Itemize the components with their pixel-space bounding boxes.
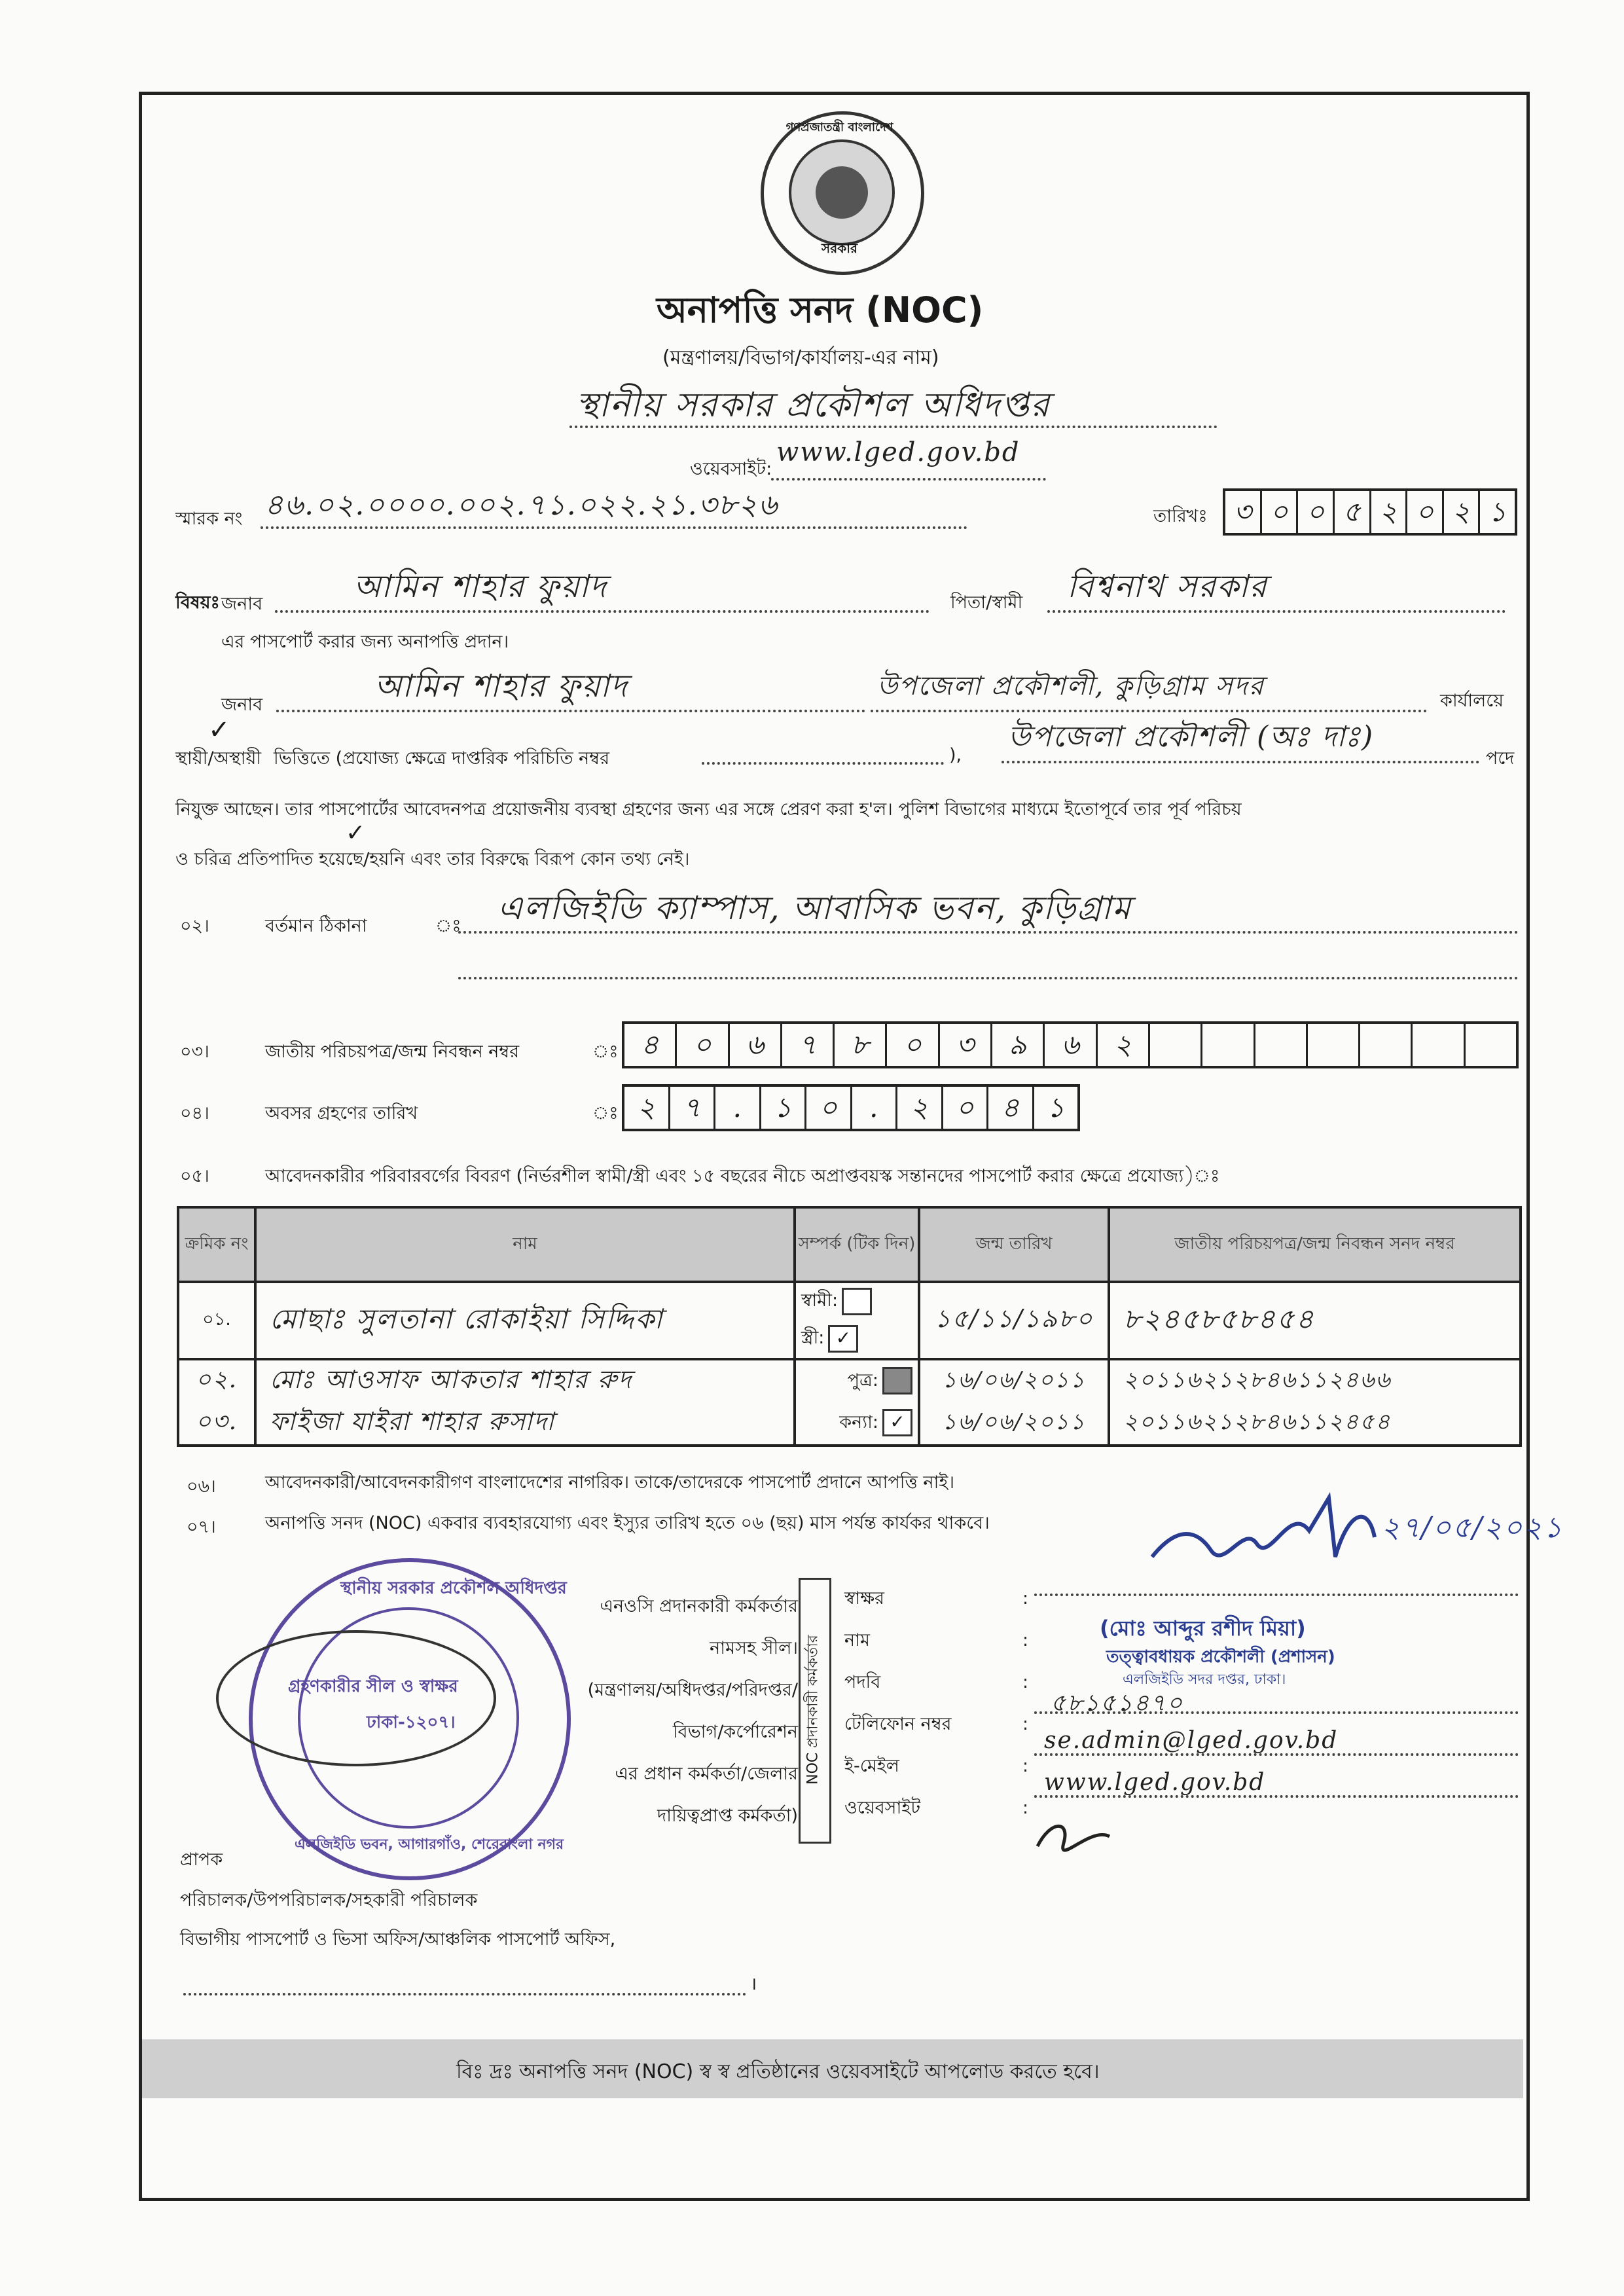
date-digit: ৩ [1225, 491, 1262, 533]
date-label: তারিখঃ [1153, 506, 1208, 526]
nid-digit: ৪ [624, 1024, 677, 1066]
body-name: আমিন শাহার ফুয়াদ [374, 668, 628, 704]
subject-name: আমিন শাহার ফুয়াদ [353, 568, 607, 605]
website-value: www.lged.gov.bd [776, 437, 1020, 467]
col-serial: ক্রমিক নং [178, 1207, 255, 1282]
issuer-description [510, 1586, 798, 1837]
retire-digit: ২ [624, 1087, 670, 1129]
colon: : [1022, 1630, 1029, 1650]
issuer-desc-line: এনওসি প্রদানকারী কর্মকর্তার [600, 1596, 798, 1616]
subject-label: বিষয়ঃ [175, 592, 220, 613]
colon: : [1022, 1756, 1029, 1776]
vertical-caption-box [799, 1578, 831, 1844]
date-digit: ২ [1444, 491, 1481, 533]
nid-digit: ৩ [940, 1024, 992, 1066]
post-line [1001, 714, 1479, 763]
row-id: ২০১১৬২১২৮৪৬১১২৪৫৪ [1109, 1402, 1521, 1446]
col-relation: সম্পর্ক (টিক দিন) [795, 1207, 919, 1282]
retire-digit: ০ [806, 1087, 852, 1129]
row-dob: ১৫/১১/১৯৮০ [919, 1282, 1109, 1359]
perm-close: ), [949, 745, 962, 765]
row-id: ২০১১৬২১২৮৪৬১১২৪৬৬ [1109, 1359, 1521, 1402]
checkmark-icon: ✓ [208, 715, 230, 745]
item06-num: ০৬। [187, 1476, 216, 1497]
ref-label: স্মারক নং [175, 509, 243, 529]
nid-boxes [622, 1021, 1519, 1068]
father-name-line [1047, 563, 1506, 613]
field-label-website: ওয়েবসাইট [844, 1798, 921, 1818]
stamp-inner-text: গ্রহণকারীর সীল ও স্বাক্ষর [288, 1677, 458, 1696]
office-name: স্থানীয় সরকার প্রকৌশল অধিদপ্তর [576, 386, 1051, 425]
nid-digit [1466, 1024, 1516, 1066]
website-line [771, 436, 1046, 481]
body-mr-label: জনাব [221, 695, 263, 715]
seal-top-text: গণপ্রজাতন্ত্রী বাংলাদেশ [785, 120, 893, 134]
item03-label: জাতীয় পরিচয়পত্র/জন্ম নিবন্ধন নম্বর [265, 1042, 520, 1062]
row-relation [795, 1359, 919, 1402]
document-title: অনাপত্তি সনদ (NOC) [657, 289, 984, 331]
recipient-line3-end: । [750, 1974, 757, 1994]
perm-label: স্থায়ী/অস্থায়ী [175, 748, 262, 769]
office-name-line [569, 378, 1218, 428]
nid-digit: ০ [887, 1024, 939, 1066]
row-serial: ০১. [178, 1282, 255, 1359]
website-label: ওয়েবসাইট: [690, 459, 772, 479]
retire-digit: ১ [761, 1087, 807, 1129]
issuer-desc-line: বিভাগ/কর্পোরেশন [672, 1722, 798, 1742]
relation-label: স্ত্রী: [801, 1328, 825, 1348]
father-label: পিতা/স্বামী [950, 592, 1023, 613]
address-line-2 [458, 951, 1519, 979]
colon: : [1022, 1798, 1029, 1818]
stamp-bottom-text: এলজিইডি ভবন, আগারগাঁও, শেরেবাংলা নগর [295, 1836, 564, 1853]
recipient-line1: পরিচালক/উপপরিচালক/সহকারী পরিচালক [180, 1890, 478, 1910]
address-value: এলজিইডি ক্যাম্পাস, আবাসিক ভবন, কুড়িগ্রাম [497, 889, 1132, 927]
date-boxes [1223, 488, 1517, 536]
colon: : [1022, 1588, 1029, 1609]
issuer-desc-line: নামসহ সীল। [710, 1638, 798, 1658]
item04-colon: ঃ [592, 1103, 619, 1123]
issuer-field-labels [844, 1578, 952, 1829]
issuer-email: se.admin@lged.gov.bd [1044, 1727, 1339, 1754]
signature-field-line [1034, 1592, 1519, 1596]
field-label-designation: পদবি [844, 1672, 881, 1692]
item05-label: আবেদনকারীর পরিবারবর্গের বিবরণ (নির্ভরশীল স্বামী/স্ত্রী এবং ১৫ বছরের নীচে অপ্রাপ্তবয়স্ক সন্তানদের পাসপোর্ট করার ক্ষেত্রে প্রযোজ্য)ঃ [265, 1166, 1220, 1186]
item07-num: ০৭। [187, 1517, 216, 1537]
nid-digit [1150, 1024, 1202, 1066]
address-line [458, 884, 1519, 934]
perm-text: ভিত্তিতে (প্রযোজ্য ক্ষেত্রে দাপ্তরিক পরিচিতি নম্বর [274, 748, 610, 769]
recipient-office-line [183, 1971, 746, 1995]
signature-date: ২৭/০৫/২০২১ [1381, 1511, 1564, 1544]
seal-emblem [789, 139, 895, 246]
colon: : [1022, 1672, 1029, 1692]
date-digit: ০ [1298, 491, 1335, 533]
field-label-phone: টেলিফোন নম্বর [844, 1714, 952, 1734]
issuer-phone: ৫৮১৫১৪৭০ [1051, 1690, 1183, 1717]
issuer-designation-line2: এলজিইডি সদর দপ্তর, ঢাকা। [1123, 1671, 1286, 1688]
field-label-signature: স্বাক্ষর [844, 1588, 884, 1609]
retire-digit: . [852, 1087, 898, 1129]
item04-label: অবসর গ্রহণের তারিখ [265, 1103, 418, 1123]
relation-checkbox-checked[interactable] [882, 1367, 912, 1394]
date-digit: ১ [1489, 496, 1507, 528]
table-row [178, 1282, 1521, 1359]
post-suffix: পদে [1486, 748, 1515, 769]
nid-digit: ৭ [782, 1024, 835, 1066]
nid-digit [1413, 1024, 1465, 1066]
retire-digit: ৭ [670, 1087, 716, 1129]
nid-digit: ২ [1098, 1024, 1150, 1066]
nid-digit: ৮ [835, 1024, 887, 1066]
checkmark-icon: ✓ [346, 820, 366, 847]
date-digit: ২ [1371, 491, 1408, 533]
retire-digit: . [715, 1087, 761, 1129]
retire-digit: ২ [897, 1087, 943, 1129]
field-label-name: নাম [844, 1630, 870, 1650]
email-line [1034, 1727, 1519, 1756]
family-table-header [178, 1207, 1521, 1282]
date-digit: ০ [1407, 491, 1444, 533]
nid-digit: ৯ [992, 1024, 1045, 1066]
nid-digit [1202, 1024, 1255, 1066]
phone-line [1034, 1685, 1519, 1717]
colon: : [1022, 1714, 1029, 1734]
subject-mr-label: জনাব [221, 594, 263, 614]
item03-num: ০৩। [180, 1042, 209, 1062]
item02-colon: ঃ [435, 916, 461, 936]
row-name: মোঃ আওসাফ আকতার শাহার রুদ [255, 1359, 795, 1402]
para-line3: ও চরিত্র প্রতিপাদিত হয়েছে/হয়নি এবং তার বিরুদ্ধে বিরূপ কোন তথ্য নেই। [175, 849, 690, 869]
item04-num: ০৪। [180, 1103, 209, 1123]
retire-digit: ০ [943, 1087, 989, 1129]
stamp-ring-text: স্থানীয় সরকার প্রকৌশল অধিদপ্তর [340, 1578, 567, 1598]
col-id: জাতীয় পরিচয়পত্র/জন্ম নিবন্ধন সনদ নম্বর [1109, 1207, 1521, 1282]
date-digit: ০ [1262, 491, 1299, 533]
nid-digit [1308, 1024, 1360, 1066]
relation-label: পুত্র: [847, 1370, 878, 1391]
nid-digit [1360, 1024, 1413, 1066]
relation-checkbox-checked[interactable]: ✓ [828, 1325, 858, 1353]
row-relation [795, 1282, 919, 1359]
website-field-line [1034, 1769, 1519, 1798]
row-serial: ০২. [178, 1359, 255, 1402]
nid-digit [1255, 1024, 1308, 1066]
subject-line2: এর পাসপোর্ট করার জন্য অনাপত্তি প্রদান। [221, 632, 509, 652]
relation-checkbox[interactable] [842, 1288, 872, 1315]
body-post: উপজেলা প্রকৌশলী (অঃ দাঃ) [1008, 720, 1375, 754]
row-serial: ০৩. [178, 1402, 255, 1446]
date-digit: ৫ [1335, 491, 1371, 533]
row-name: মোছাঃ সুলতানা রোকাইয়া সিদ্দিকা [255, 1282, 795, 1359]
recipient-label: প্রাপক [180, 1850, 223, 1870]
subject-name-line [275, 563, 929, 613]
seal-figure-icon [816, 166, 868, 219]
col-dob: জন্ম তারিখ [919, 1207, 1109, 1282]
retirement-date-boxes [622, 1084, 1080, 1131]
retire-digit: ১ [1047, 1091, 1065, 1123]
issuer-desc-line: (মন্ত্রণালয়/অধিদপ্তর/পরিদপ্তর/ [587, 1680, 798, 1700]
item05-num: ০৫। [180, 1166, 209, 1186]
table-row [178, 1359, 1521, 1402]
body-office: উপজেলা প্রকৌশলী, কুড়িগ্রাম সদর [877, 671, 1265, 701]
para-line2: নিযুক্ত আছেন। তার পাসপোর্টের আবেদনপত্র প্রয়োজনীয় ব্যবস্থা গ্রহণের জন্য এর সঙ্গে প্রেরণ করা হ'ল। পুলিশ বিভাগের মাধ্যমে ইতোপূর্বে তার পূর্ব পরিচয় [175, 799, 1242, 820]
family-table [177, 1206, 1522, 1447]
retire-digit: ৪ [988, 1087, 1034, 1129]
relation-label: স্বামী: [801, 1290, 839, 1311]
row-name: ফাইজা যাইরা শাহার রুসাদা [255, 1402, 795, 1446]
row-dob: ১৬/০৬/২০১১ [919, 1359, 1109, 1402]
nid-digit: ৬ [730, 1024, 782, 1066]
item02-label: বর্তমান ঠিকানা [265, 916, 367, 936]
official-id-line [702, 733, 944, 765]
item06-text: আবেদনকারী/আবেদনকারীগণ বাংলাদেশের নাগরিক। তাকে/তাদেরকে পাসপোর্ট প্রদানে আপত্তি নাই। [265, 1472, 955, 1493]
father-name: বিশ্বনাথ সরকার [1067, 568, 1268, 605]
footer-note-bar [142, 2039, 1523, 2098]
office-line [871, 663, 1427, 712]
ref-line [261, 482, 967, 529]
row-dob: ১৬/০৬/২০১১ [919, 1402, 1109, 1446]
issuer-name: (মোঃ আব্দুর রশীদ মিয়া) [1100, 1616, 1306, 1641]
vertical-caption: NOC প্রদানকারী কর্মকর্তার [804, 1635, 821, 1785]
row-id: ৮২৪৫৮৫৮৪৫৪ [1109, 1282, 1521, 1359]
office-suffix: কার্যালয়ে [1440, 691, 1504, 711]
body-name-line [276, 663, 865, 712]
recipient-line2: বিভাগীয় পাসপোর্ট ও ভিসা অফিস/আঞ্চলিক পাসপোর্ট অফিস, [180, 1929, 616, 1950]
footer-note: বিঃ দ্রঃ অনাপত্তি সনদ (NOC) স্ব স্ব প্রতিষ্ঠানের ওয়েবসাইটে আপলোড করতে হবে। [456, 2060, 1100, 2083]
issuer-field-colons [1022, 1578, 1028, 1829]
ref-number: ৪৬.০২.০০০০.০০২.৭১.০২২.২১.৩৮২৬ [264, 488, 779, 522]
nid-digit: ০ [677, 1024, 729, 1066]
item02-num: ০২। [180, 916, 209, 936]
seal-bottom-text: সরকার [821, 240, 857, 256]
issuer-designation: তত্ত্বাবধায়ক প্রকৌশলী (প্রশাসন) [1106, 1647, 1335, 1667]
header-subtitle: (মন্ত্রণালয়/বিভাগ/কার্যালয়-এর নাম) [662, 346, 939, 369]
issuer-desc-line: এর প্রধান কর্মকর্তা/জেলার [615, 1764, 798, 1784]
row-relation [795, 1402, 919, 1446]
item07-text: অনাপত্তি সনদ (NOC) একবার ব্যবহারযোগ্য এবং ইস্যুর তারিখ হতে ০৬ (ছয়) মাস পর্যন্ত কার্যকর থাকবে। [265, 1513, 990, 1533]
table-row [178, 1402, 1521, 1446]
relation-checkbox-checked[interactable]: ✓ [882, 1409, 912, 1436]
nid-digit: ৬ [1045, 1024, 1097, 1066]
item03-colon: ঃ [592, 1042, 619, 1062]
col-name: নাম [255, 1207, 795, 1282]
field-label-email: ই-মেইল [844, 1756, 899, 1776]
issuer-website: www.lged.gov.bd [1044, 1769, 1266, 1796]
issuer-desc-line: দায়িত্বপ্রাপ্ত কর্মকর্তা) [657, 1806, 798, 1826]
initial-signature [1031, 1807, 1123, 1866]
relation-label: কন্যা: [839, 1412, 878, 1432]
stamp-mid-text: ঢাকা-১২০৭। [367, 1713, 456, 1732]
